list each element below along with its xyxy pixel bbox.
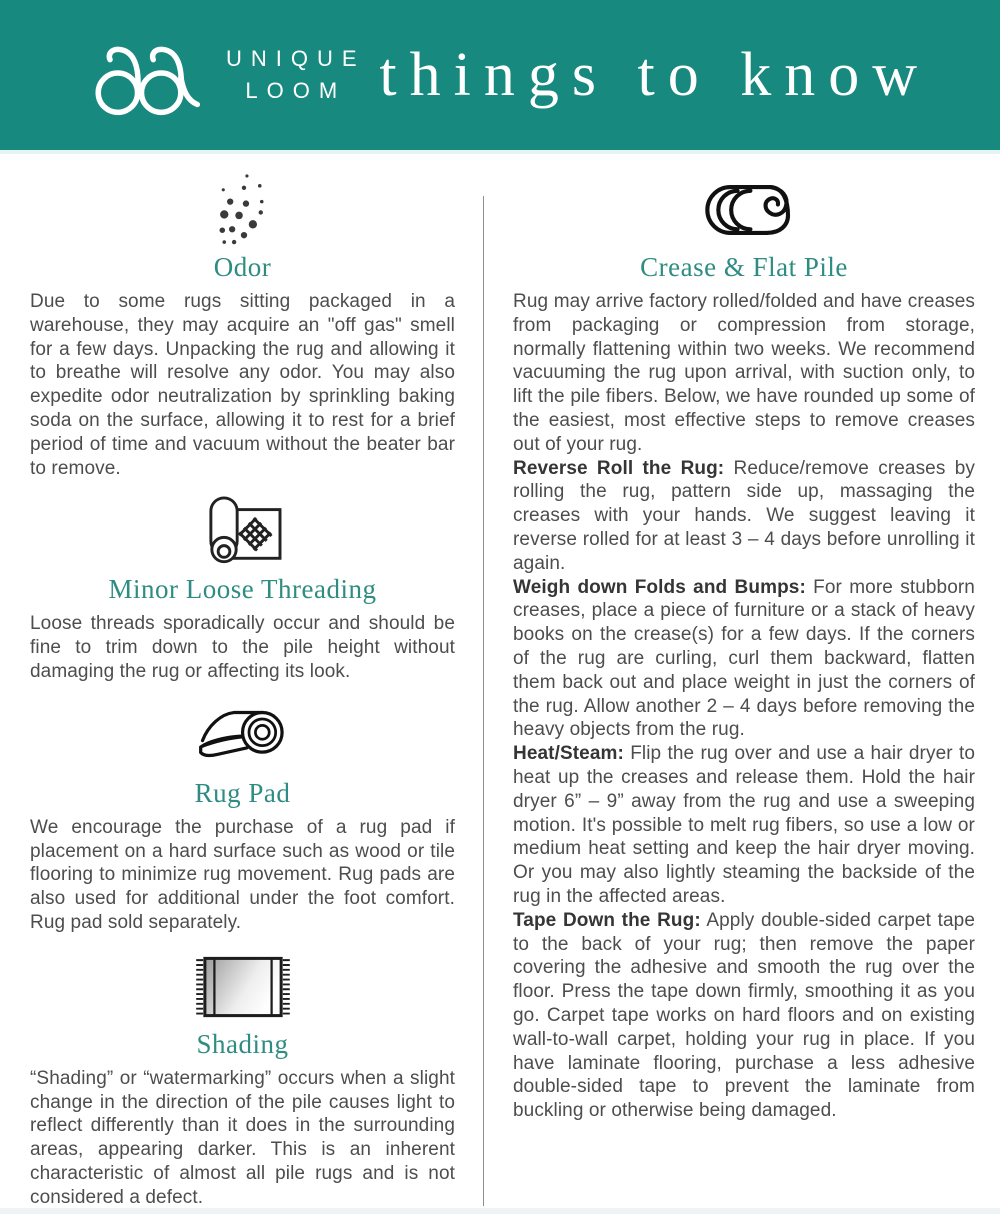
rug-pad-roll-icon xyxy=(30,698,455,774)
section-body-loose-threading: Loose threads sporadically occur and should be fine to trim down to the pile height without damaging the rug or affecting its look. xyxy=(30,613,455,682)
section-body-shading: “Shading” or “watermarking” occurs when a slight change in the direction of the pile causes light to reflect differently than it does in the surrounding areas, appearing darker. This is an inherent characteristic of almost all pile rugs and is not considered a defect. xyxy=(30,1067,455,1208)
tip-weigh-down-text: For more stubborn creases, place a piece of furniture or a stack of heavy books on the crease(s) for a few days. If the corners of the rug are curling, curl them backward, flatten them back out and place weight in just the corners of the rug. Allow another 2 – 4 days before removing the heavy objects from the rug. xyxy=(513,576,975,741)
odor-particles-icon xyxy=(30,172,455,248)
section-loose-threading xyxy=(30,494,455,683)
page-header xyxy=(0,0,1000,154)
tip-weigh-down xyxy=(513,576,975,743)
section-intro-crease-flat-pile: Rug may arrive factory rolled/folded and have creases from packaging or compression from storage, normally flattening within two weeks. We recommend vacuuming the rug upon arrival, with suction only, to lift the pile fibers. Below, we have rounded up some of the easiest, most effective steps to remove creases out of your rug. xyxy=(513,291,975,455)
column-divider xyxy=(483,196,484,1206)
tip-reverse-roll xyxy=(513,457,975,576)
tip-tape-down xyxy=(513,909,975,1123)
unique-loom-loops-icon xyxy=(88,29,206,121)
section-body-rug-pad: We encourage the purchase of a rug pad if placement on a hard surface such as wood or tile flooring to minimize rug movement. Rug pads are also used for additional under the foot comfort. Rug pad sold separately. xyxy=(30,816,455,933)
section-title-loose-threading: Minor Loose Threading xyxy=(108,574,377,605)
section-crease-flat-pile xyxy=(513,172,975,1123)
section-title-shading: Shading xyxy=(196,1028,289,1059)
tip-heat-steam-text: Flip the rug over and use a hair dryer to heat up the creases and release them. Hold the hair dryer 6” – 9” away from the rug and use a sweeping motion. It's possible to melt rug fibers, so use a low or medium heat setting and keep the hair dryer moving. Or you may also lightly steaming the backside of the rug in the affected areas. xyxy=(513,743,975,907)
section-title-rug-pad: Rug Pad xyxy=(194,777,291,808)
brand-name-line1: UNIQUE xyxy=(226,46,366,72)
shaded-rug-icon xyxy=(30,949,455,1025)
section-title-crease-flat-pile: Crease & Flat Pile xyxy=(640,252,848,282)
tip-heat-steam-label: Heat/Steam: xyxy=(513,743,624,765)
tip-tape-down-text: Apply double-sided carpet tape to the back of your rug; then remove the paper covering the adhesive and smooth the rug over the floor. Press the tape down firmly, smoothing it as you go. Carpet tape works on hard floors and on existing wall-to-wall carpet, holding your rug in place. If you have laminate flooring, purchase a less adhesive double-sided tape to prevent the laminate from buckling or otherwise being damaged. xyxy=(513,909,975,1122)
tip-heat-steam xyxy=(513,742,975,909)
brand-name xyxy=(226,43,366,107)
bottom-border xyxy=(0,1208,1000,1214)
section-rug-pad xyxy=(30,698,455,935)
rolled-rug-threads-icon xyxy=(30,494,455,570)
left-column xyxy=(0,154,483,1210)
content-area xyxy=(0,154,1000,1210)
section-shading xyxy=(30,949,455,1210)
tip-weigh-down-label: Weigh down Folds and Bumps: xyxy=(513,576,806,598)
page-title: things to know xyxy=(379,40,930,109)
tip-tape-down-label: Tape Down the Rug: xyxy=(513,909,701,931)
brand-name-line2: LOOM xyxy=(245,78,347,103)
section-body-odor: Due to some rugs sitting packaged in a warehouse, they may acquire an "off gas" smell for a few days. Unpacking the rug and allowing it to breathe will resolve any odor. You may also expedite odor neutralization by sprinkling baking soda on the surface, allowing it to rest for a brief period of time and vacuum without the beater bar to remove. xyxy=(30,291,455,479)
right-column xyxy=(483,154,1000,1123)
rolled-rug-spiral-icon xyxy=(513,172,975,248)
section-odor xyxy=(30,172,455,480)
tip-reverse-roll-text: Reduce/remove creases by rolling the rug, pattern side up, massaging the creases with your hands. We suggest leaving it reverse rolled for at least 3 – 4 days before unrolling it again. xyxy=(513,457,975,574)
tip-reverse-roll-label: Reverse Roll the Rug: xyxy=(513,457,725,479)
brand-logo xyxy=(88,29,366,121)
section-title-odor: Odor xyxy=(213,252,272,282)
